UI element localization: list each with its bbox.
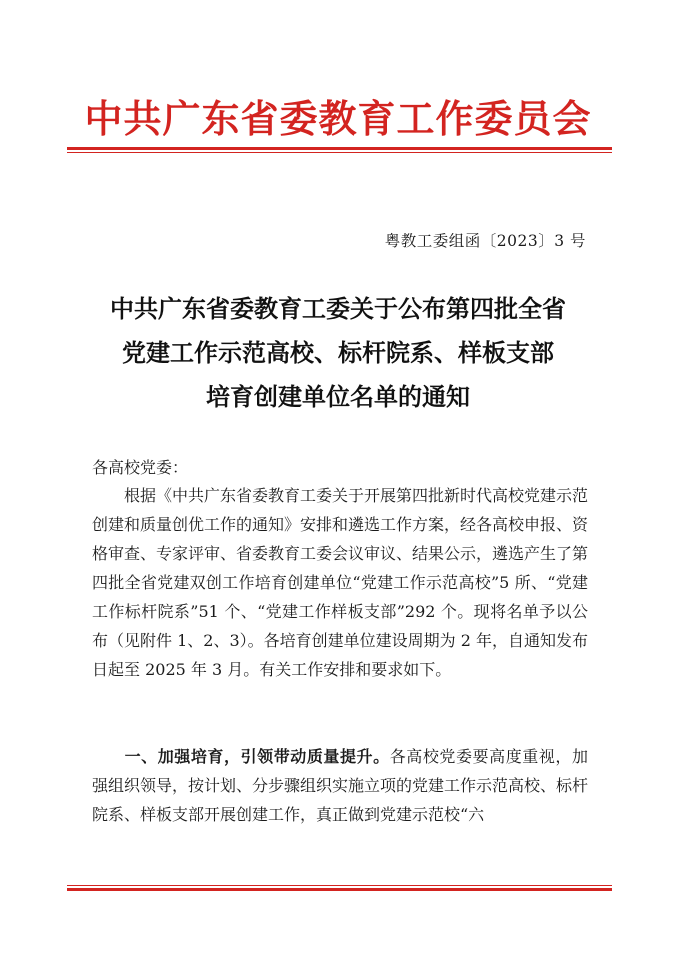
document-number: 粤教工委组函〔2023〕3 号: [384, 232, 586, 250]
section-1-text: 各高校党委要高度重视，加强组织领导，按计划、分步骤组织实施立项的党建工作示范高校、标杆院系、样板支部开展创建工作，真正做到党建示范校“六: [92, 747, 589, 824]
notice-title-line-2: 党建工作示范高校、标杆院系、样板支部: [122, 338, 554, 367]
notice-title-line-3: 培育创建单位名单的通知: [206, 382, 470, 411]
header-divider: [67, 147, 612, 153]
section-1-heading: 一、加强培育，引领带动质量提升。: [124, 747, 390, 766]
notice-title-line-1: 中共广东省委教育工委关于公布第四批全省: [110, 294, 566, 323]
body-paragraph-1: [92, 481, 588, 684]
salutation: 各高校党委：: [92, 458, 189, 477]
body-paragraph-1-text: 根据《中共广东省委教育工委关于开展第四批新时代高校党建示范创建和质量创优工作的通知》安排和遴选工作方案，经各高校申报、资格审查、专家评审、省委教育工委会议审议、结果公示，遴选产生了第四批全省党建双创工作培育创建单位“党建工作示范高校”5 所、“党建工作标杆院系”51 个、“党建工作样板支部”292 个。现将名单予以公布（见附件 1、2、3）。各培育创建单位建设周期为 2 年，自通知发布日起至 2025 年 3 月。有关工作安排和要求如下。: [92, 486, 589, 679]
body-section-1: [92, 742, 588, 829]
issuing-org-title: 中共广东省委教育工作委员会: [84, 96, 592, 141]
footer-divider: [67, 885, 612, 891]
